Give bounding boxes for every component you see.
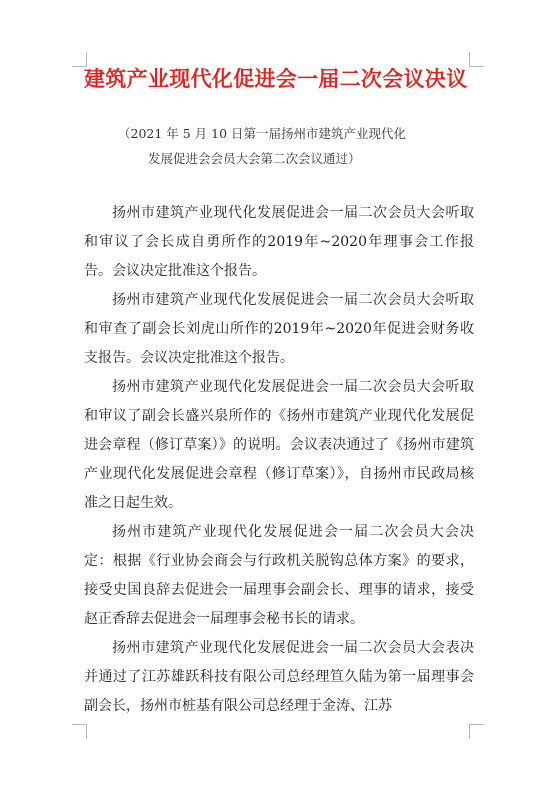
- paragraph-3: 扬州市建筑产业现代化发展促进会一届二次会员大会听取和审议了副会长盛兴泉所作的《扬州市建筑产业现代化发展促进会章程（修订草案）》的说明。会议表决通过了《扬州市建筑产业现代化发展促进会章程（修订草案）》，自扬州市民政局核准之日起生效。: [84, 379, 474, 511]
- paragraph-5: 扬州市建筑产业现代化发展促进会一届二次会员大会表决并通过了江苏雄跃科技有限公司总经理笪久陆为第一届理事会副会长，扬州市桩基有限公司总经理于金涛、江苏: [84, 640, 474, 714]
- paragraph-1: 扬州市建筑产业现代化发展促进会一届二次会员大会听取和审议了会长成自勇所作的2019年~2020年理事会工作报告。会议决定批准这个报告。: [84, 205, 474, 279]
- document-title: 建筑产业现代化促进会一届二次会议决议: [84, 66, 468, 91]
- page-corner-mark-bottom-right: [469, 724, 484, 739]
- document-subtitle-line-1: （2021 年 5 月 10 日第一届扬州市建筑产业现代化: [118, 126, 407, 141]
- page-corner-mark-bottom-left: [72, 724, 87, 739]
- paragraph-2: 扬州市建筑产业现代化发展促进会一届二次会员大会听取和审查了副会长刘虎山所作的2019年~2020年促进会财务收支报告。会议决定批准这个报告。: [84, 292, 474, 366]
- paragraph-4: 扬州市建筑产业现代化发展促进会一届二次会员大会决定：根据《行业协会商会与行政机关脱钩总体方案》的要求，接受史国良辞去促进会一届理事会副会长、理事的请求，接受赵正香辞去促进会一届理事会秘书长的请求。: [84, 524, 474, 627]
- document-subtitle-line-2: 发展促进会会员大会第二次会议通过）: [148, 151, 361, 166]
- document-body: [84, 199, 474, 721]
